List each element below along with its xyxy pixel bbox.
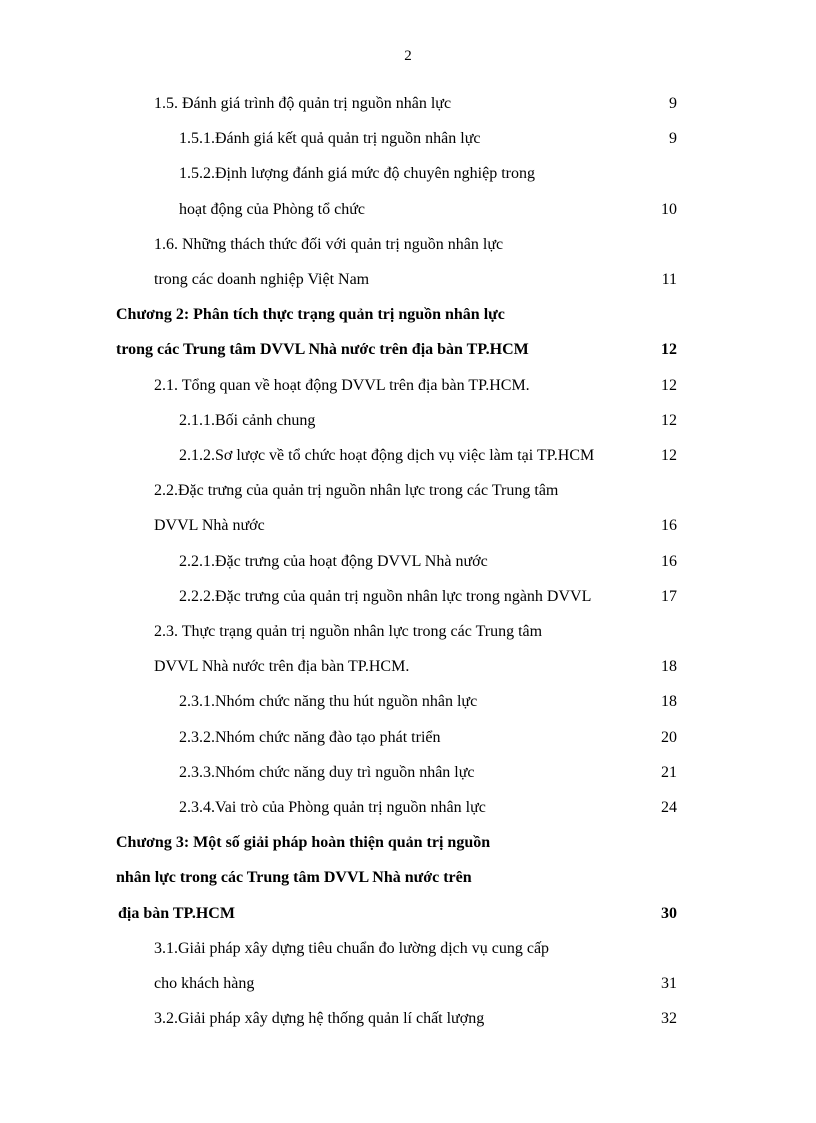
toc-entry-page: 12 xyxy=(661,447,677,464)
toc-entry xyxy=(154,90,677,118)
toc-entry-page: 17 xyxy=(661,587,677,605)
toc-entry-title: Chương 2: Phân tích thực trạng quản trị nguồn nhân lực xyxy=(116,306,505,324)
toc-entry xyxy=(154,477,677,505)
toc-entry xyxy=(154,372,677,400)
toc-entry-page: 31 xyxy=(661,975,677,992)
toc-entry-title: Chương 3: Một số giải pháp hoàn thiện quản trị nguồn xyxy=(116,834,491,852)
toc-entry-page: 10 xyxy=(661,200,677,218)
toc-entry-page: 16 xyxy=(661,552,677,570)
toc-entry-title: 2.1. Tổng quan về hoạt động DVVL trên địa bàn TP.HCM. xyxy=(154,376,530,394)
toc-entry xyxy=(179,688,677,716)
toc-entry xyxy=(179,196,677,224)
toc-entry-page: 24 xyxy=(661,799,677,816)
toc-entry-title: 1.5. Đánh giá trình độ quản trị nguồn nhân lực xyxy=(154,95,452,112)
toc-entry-title: nhân lực trong các Trung tâm DVVL Nhà nước trên xyxy=(116,869,472,887)
toc-entry-page: 18 xyxy=(661,658,677,676)
toc-entry-title: 1.5.2.Định lượng đánh giá mức độ chuyên nghiệp trong xyxy=(179,165,535,183)
toc-chapter-entry xyxy=(116,864,677,892)
toc-entry xyxy=(154,935,677,963)
toc-chapter-entry xyxy=(116,301,677,329)
toc-entry-title: 2.3.2.Nhóm chức năng đào tạo phát triển xyxy=(179,728,441,746)
toc-entry xyxy=(179,583,677,611)
toc-entry-page: 30 xyxy=(661,904,677,922)
toc-entry-title: 2.3.4.Vai trò của Phòng quản trị nguồn nhân lực xyxy=(179,799,486,816)
toc-entry-page: 32 xyxy=(661,1010,677,1028)
toc-entry-title: 2.3. Thực trạng quản trị nguồn nhân lực trong các Trung tâm xyxy=(154,623,543,640)
toc-chapter-entry xyxy=(118,900,677,928)
toc-entry-title: 3.1.Giải pháp xây dựng tiêu chuẩn đo lường dịch vụ cung cấp xyxy=(154,939,550,957)
toc-entry xyxy=(154,653,677,681)
toc-entry xyxy=(179,724,677,752)
toc-entry-title: DVVL Nhà nước trên địa bàn TP.HCM. xyxy=(154,658,410,676)
toc-entry-title: cho khách hàng xyxy=(154,975,255,992)
toc-entry xyxy=(154,970,677,998)
toc-entry-title: DVVL Nhà nước xyxy=(154,517,265,535)
toc-entry-page: 12 xyxy=(661,411,677,429)
toc-entry-title: 2.2.1.Đặc trưng của hoạt động DVVL Nhà nước xyxy=(179,552,488,570)
toc-entry-page: 11 xyxy=(661,271,677,288)
toc-entry-title: địa bàn TP.HCM xyxy=(118,904,235,922)
toc-entry xyxy=(179,794,677,822)
toc-entry-page: 21 xyxy=(661,763,677,781)
toc-entry xyxy=(179,548,677,576)
toc-entry-title: 1.6. Những thách thức đối với quản trị nguồn nhân lực xyxy=(154,235,504,253)
page-number: 2 xyxy=(404,48,412,64)
toc-chapter-entry xyxy=(116,336,677,364)
toc-entry-title: trong các doanh nghiệp Việt Nam xyxy=(154,271,370,288)
toc-entry-page: 9 xyxy=(669,95,677,112)
toc-entry-title: 2.3.3.Nhóm chức năng duy trì nguồn nhân lực xyxy=(179,763,475,781)
toc-entry-page: 20 xyxy=(661,728,677,746)
toc-entry-page: 12 xyxy=(661,376,677,394)
toc-entry xyxy=(179,407,677,435)
toc-entry xyxy=(154,231,677,259)
toc-entry xyxy=(179,442,677,470)
toc-entry xyxy=(179,160,677,188)
toc-entry-title: trong các Trung tâm DVVL Nhà nước trên địa bàn TP.HCM xyxy=(116,341,529,359)
toc-entry xyxy=(179,125,677,153)
toc-entry-title: 3.2.Giải pháp xây dựng hệ thống quản lí chất lượng xyxy=(154,1010,485,1028)
toc-entry-page: 18 xyxy=(661,693,677,711)
toc-entry xyxy=(179,759,677,787)
toc-entry xyxy=(154,266,677,294)
toc-entry-page: 9 xyxy=(669,130,677,148)
toc-entry xyxy=(154,512,677,540)
toc-entry xyxy=(154,618,677,646)
toc-entry-page: 16 xyxy=(661,517,677,535)
toc-entry-title: 2.3.1.Nhóm chức năng thu hút nguồn nhân lực xyxy=(179,693,478,711)
toc-entry-title: 2.1.1.Bối cảnh chung xyxy=(179,411,316,429)
toc-entry-title: hoạt động của Phòng tổ chức xyxy=(179,200,365,218)
toc-entry xyxy=(154,1005,677,1033)
toc-entry-title: 2.2.Đặc trưng của quản trị nguồn nhân lực trong các Trung tâm xyxy=(154,482,559,500)
toc-chapter-entry xyxy=(116,829,677,857)
toc-entry-page: 12 xyxy=(661,341,677,359)
toc-entry-title: 1.5.1.Đánh giá kết quả quản trị nguồn nhân lực xyxy=(179,130,481,148)
toc-entry-title: 2.2.2.Đặc trưng của quản trị nguồn nhân lực trong ngành DVVL xyxy=(179,587,592,605)
toc-entry-title: 2.1.2.Sơ lược về tổ chức hoạt động dịch vụ việc làm tại TP.HCM xyxy=(179,447,595,464)
